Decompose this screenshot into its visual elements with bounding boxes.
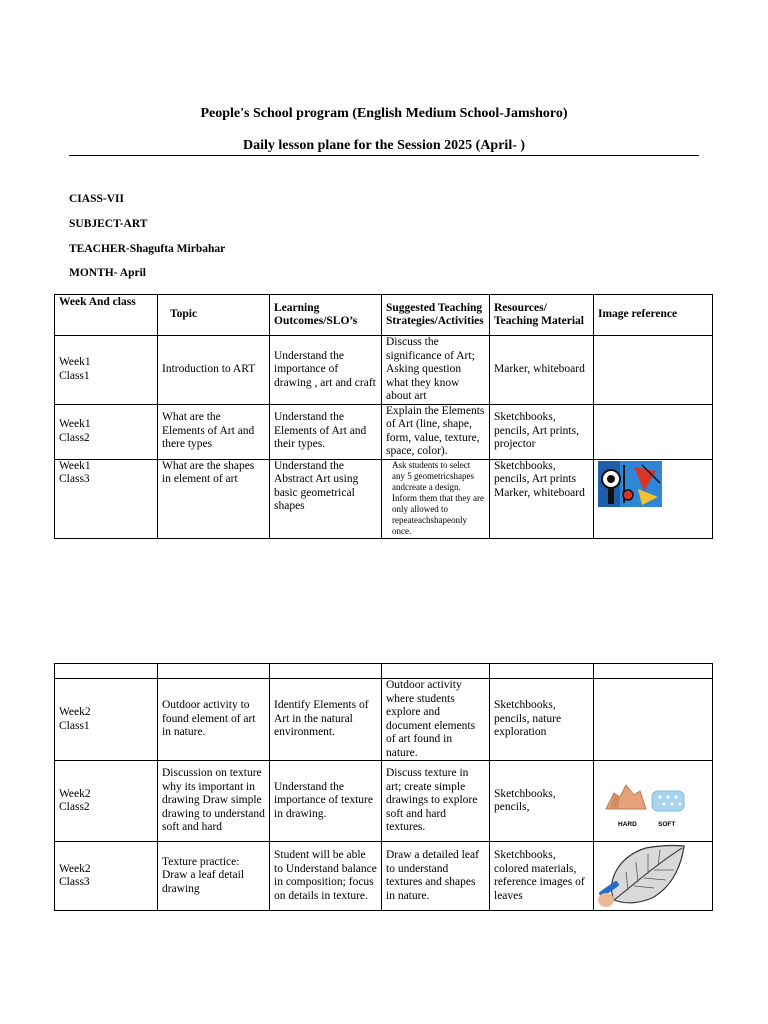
abstract-art-image	[598, 461, 662, 507]
cell-topic: What are the Elements of Art and there types	[158, 404, 270, 459]
cell-outcome: Student will be able to Understand balance in composition; focus on details in texture.	[270, 842, 382, 911]
cell-strategy: Discuss texture in art; create simple drawings to explore soft and hard textures.	[382, 761, 490, 842]
table-row	[55, 336, 713, 405]
header-image: Image reference	[594, 295, 713, 336]
table-row	[55, 404, 713, 459]
hard-label: HARD	[618, 821, 637, 828]
hard-soft-texture-image	[598, 771, 694, 831]
cell-image	[594, 336, 713, 405]
cell-empty	[594, 664, 713, 679]
cell-strategy: Explain the Elements of Art (line, shape, form, value, texture, space, color).	[382, 404, 490, 459]
meta-subject: SUBJECT-ART	[69, 218, 148, 230]
cell-topic: What are the shapes in element of art	[158, 459, 270, 538]
cell-outcome: Understand the importance of texture in drawing.	[270, 761, 382, 842]
header-strategies: Suggested Teaching Strategies/Activities	[382, 295, 490, 336]
cell-resources: Sketchbooks, pencils, nature exploration	[490, 679, 594, 761]
title-underline	[69, 155, 699, 156]
meta-teacher: TEACHER-Shagufta Mirbahar	[69, 243, 226, 255]
cell-image	[594, 459, 713, 538]
cell-topic: Introduction to ART	[158, 336, 270, 405]
cell-empty	[158, 664, 270, 679]
cell-week: Week1 Class3	[55, 459, 158, 538]
cell-week: Week1 Class2	[55, 404, 158, 459]
cell-outcome: Identify Elements of Art in the natural environment.	[270, 679, 382, 761]
cell-week: Week1 Class1	[55, 336, 158, 405]
cell-week: Week2 Class3	[55, 842, 158, 911]
table-header-row	[55, 295, 713, 336]
cell-resources: Sketchbooks, pencils, Art prints, projector	[490, 404, 594, 459]
lesson-plan-table-week2	[54, 663, 713, 911]
cell-image	[594, 761, 713, 842]
cell-strategy: Draw a detailed leaf to understand textures and shapes in nature.	[382, 842, 490, 911]
meta-month: MONTH- April	[69, 267, 146, 279]
cell-topic: Outdoor activity to found element of art in nature.	[158, 679, 270, 761]
meta-class: CIASS-VII	[69, 193, 124, 205]
cell-week: Week2 Class2	[55, 761, 158, 842]
cell-image	[594, 679, 713, 761]
cell-outcome: Understand the importance of drawing , art and craft	[270, 336, 382, 405]
cell-empty	[55, 664, 158, 679]
cell-empty	[382, 664, 490, 679]
soft-label: SOFT	[658, 821, 676, 828]
cell-strategy: Discuss the significance of Art; Asking question what they know about art	[382, 336, 490, 405]
cell-strategy: Ask students to select any 5 geometricshapes andcreate a design. Inform them that they are only allowed to repeateachshapeonly once.	[382, 459, 490, 538]
lesson-plan-table-week1	[54, 294, 713, 539]
cell-image	[594, 842, 713, 911]
table-row	[55, 761, 713, 842]
header-resources: Resources/ Teaching Material	[490, 295, 594, 336]
cell-resources: Sketchbooks, colored materials, reference images of leaves	[490, 842, 594, 911]
header-topic: Topic	[158, 295, 270, 336]
cell-topic: Texture practice: Draw a leaf detail drawing	[158, 842, 270, 911]
cell-outcome: Understand the Abstract Art using basic geometrical shapes	[270, 459, 382, 538]
page-subtitle: Daily lesson plane for the Session 2025 (April- )	[242, 138, 526, 153]
cell-empty	[490, 664, 594, 679]
header-outcomes: Learning Outcomes/SLO’s	[270, 295, 382, 336]
cell-resources: Marker, whiteboard	[490, 336, 594, 405]
cell-empty	[270, 664, 382, 679]
page-title: People's School program (English Medium School-Jamshoro)	[200, 106, 568, 121]
cell-week: Week2 Class1	[55, 679, 158, 761]
cell-image	[594, 404, 713, 459]
cell-topic: Discussion on texture why its important in drawing Draw simple drawing to understand soft and hard	[158, 761, 270, 842]
table-row	[55, 459, 713, 538]
cell-outcome: Understand the Elements of Art and their types.	[270, 404, 382, 459]
cell-resources: Sketchbooks, pencils,	[490, 761, 594, 842]
table-row	[55, 842, 713, 911]
table-row	[55, 679, 713, 761]
header-week: Week And class	[55, 295, 158, 336]
cell-resources: Sketchbooks, pencils, Art prints Marker, whiteboard	[490, 459, 594, 538]
cell-strategy: Outdoor activity where students explore and document elements of art found in nature.	[382, 679, 490, 761]
leaf-drawing-image	[596, 842, 688, 910]
table-empty-row	[55, 664, 713, 679]
